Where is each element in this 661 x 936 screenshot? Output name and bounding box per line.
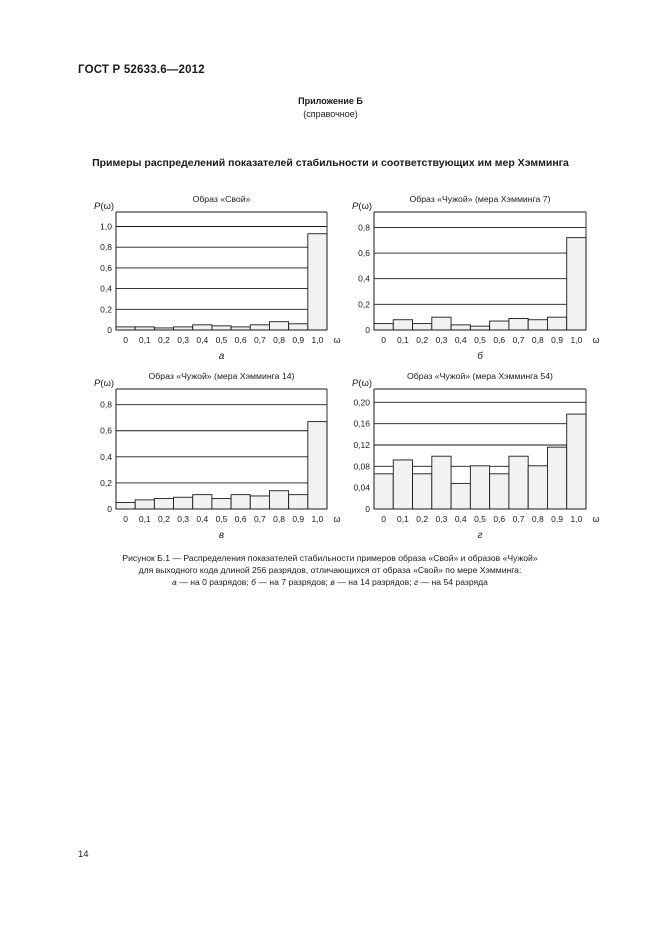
chart-3-xtick-label: 0,6 xyxy=(234,514,247,524)
chart-3-bar xyxy=(231,495,250,509)
chart-4-xtick-label: 0 xyxy=(381,514,387,524)
chart-2-bar xyxy=(509,318,528,330)
chart-4-xtick-label: 0,8 xyxy=(531,514,544,524)
chart-1-xtick-label: 0,7 xyxy=(253,335,266,345)
chart-4-ylabel: P(ω) xyxy=(352,378,373,389)
chart-3-ytick-label: 0,4 xyxy=(100,451,112,462)
chart-2-xtick-label: 0 xyxy=(381,335,387,345)
chart-3-bar xyxy=(250,496,269,509)
appendix-subtitle: (справочное) xyxy=(303,109,358,119)
chart-1-ytick-label: 0,4 xyxy=(100,283,112,294)
chart-4-bar xyxy=(547,447,566,509)
chart-1-bar xyxy=(308,234,327,330)
chart-4-xtick-label: 1,0 xyxy=(570,514,583,524)
caption-text-g: — на 54 разряда xyxy=(418,577,488,587)
caption-label-g: г xyxy=(413,577,419,587)
chart-3-ytick-label: 0,8 xyxy=(100,399,112,410)
chart-2-bar xyxy=(413,324,432,330)
chart-2-xtick-label: 0,6 xyxy=(493,335,506,345)
caption-text-a: — на 0 разрядов; xyxy=(176,577,252,587)
chart-4-xtick-label: 0,3 xyxy=(435,514,448,524)
chart-4-bar xyxy=(451,483,470,509)
chart-3-xtick-label: 1,0 xyxy=(311,514,324,524)
chart-2-bar xyxy=(490,321,509,330)
chart-2-panel-label: б xyxy=(477,351,483,362)
chart-3-xlabel: ω xyxy=(333,514,341,524)
chart-3-xtick-label: 0,8 xyxy=(273,514,285,524)
chart-3-xtick-label: 0,7 xyxy=(253,514,266,524)
chart-2-xtick-label: 0,9 xyxy=(551,335,564,345)
chart-3-bar xyxy=(308,422,327,509)
chart-2-ytick-label: 0 xyxy=(365,325,370,335)
chart-4-title: Образ «Чужой» (мера Хэмминга 54) xyxy=(407,371,553,381)
chart-4-ytick-label: 0,16 xyxy=(353,418,370,429)
chart-3-xtick-label: 0,2 xyxy=(158,514,170,524)
chart-2-xtick-label: 0,5 xyxy=(474,335,486,345)
chart-1-xtick-label: 0,3 xyxy=(177,335,190,345)
chart-1-xtick-label: 0,5 xyxy=(215,335,228,345)
chart-3-bar xyxy=(269,491,288,509)
caption-label-b: б xyxy=(251,577,256,587)
chart-4-bar xyxy=(393,460,412,509)
chart-4-xtick-label: 0,9 xyxy=(551,514,564,524)
chart-3-xtick-label: 0,9 xyxy=(292,514,305,524)
chart-1-xtick-label: 0,6 xyxy=(234,335,247,345)
page-number: 14 xyxy=(78,849,89,860)
chart-3-xtick-label: 0,5 xyxy=(215,514,228,524)
caption-text-b: — на 7 разрядов; xyxy=(256,577,331,587)
chart-4-ytick-label: 0,12 xyxy=(353,440,370,450)
chart-1-ytick-label: 0,8 xyxy=(100,242,112,253)
chart-1-xlabel: ω xyxy=(333,335,341,345)
chart-1-title: Образ «Свой» xyxy=(192,194,251,204)
chart-1-xtick-label: 1,0 xyxy=(311,335,324,345)
chart-2-bar xyxy=(432,317,451,330)
chart-4-ytick-label: 0,20 xyxy=(353,397,370,408)
chart-3-xtick-label: 0,3 xyxy=(177,514,190,524)
chart-2-xlabel: ω xyxy=(592,335,600,345)
chart-1-panel-label: а xyxy=(218,351,225,362)
chart-2-bar xyxy=(567,238,586,330)
chart-3-bar xyxy=(154,499,173,509)
chart-2-bar xyxy=(374,324,393,330)
chart-1-bar xyxy=(212,326,231,330)
chart-1-bar xyxy=(289,324,308,330)
chart-3-ytick-label: 0 xyxy=(107,504,112,514)
chart-4-bar xyxy=(374,474,393,509)
chart-1-xtick-label: 0,2 xyxy=(158,335,170,345)
chart-4-xtick-label: 0,7 xyxy=(512,514,525,524)
chart-4-xtick-label: 0,2 xyxy=(416,514,429,524)
chart-3-bar xyxy=(135,500,154,509)
chart-4-bar xyxy=(432,456,451,509)
chart-2-bar xyxy=(528,320,547,330)
chart-4-bar xyxy=(490,474,509,509)
chart-1-ytick-label: 1,0 xyxy=(100,221,112,232)
chart-3-panel-label: в xyxy=(218,530,225,541)
chart-2-xtick-label: 0,7 xyxy=(512,335,525,345)
caption-text-v: — на 14 разрядов; xyxy=(334,577,414,587)
chart-1-ytick-label: 0 xyxy=(107,325,112,335)
chart-3-xtick-label: 0,4 xyxy=(196,514,209,524)
chart-1-xtick-label: 0 xyxy=(123,335,128,345)
chart-1-xtick-label: 0,1 xyxy=(138,335,151,345)
chart-1-bar xyxy=(269,322,288,330)
chart-4-xtick-label: 0,6 xyxy=(493,514,506,524)
chart-1-xtick-label: 0,8 xyxy=(273,335,285,345)
chart-3-ylabel: P(ω) xyxy=(94,378,115,389)
chart-4-xlabel: ω xyxy=(592,514,600,524)
chart-2-xtick-label: 0,4 xyxy=(454,335,467,345)
chart-4-bar xyxy=(567,414,586,509)
chart-4-ytick-label: 0,08 xyxy=(353,461,370,472)
chart-1-ytick-label: 0,6 xyxy=(100,262,112,273)
chart-1-bar xyxy=(193,325,212,330)
chart-2-bar xyxy=(451,325,470,330)
chart-4-xtick-label: 0,4 xyxy=(454,514,467,524)
chart-1-xtick-label: 0,4 xyxy=(196,335,209,345)
chart-4-xtick-label: 0,5 xyxy=(474,514,486,524)
chart-4-ytick-label: 0,04 xyxy=(353,482,370,493)
section-title: Примеры распределений показателей стабильности и соответствующих им мер Хэмминга xyxy=(92,157,569,169)
chart-2-ytick-label: 0,6 xyxy=(358,248,370,259)
chart-3-ytick-label: 0,6 xyxy=(100,425,112,436)
chart-3-bar xyxy=(174,497,193,509)
chart-1-ylabel: P(ω) xyxy=(94,201,115,212)
chart-2-xtick-label: 0,8 xyxy=(531,335,544,345)
chart-2-ytick-label: 0,2 xyxy=(358,299,370,310)
appendix-title: Приложение Б xyxy=(298,96,363,106)
caption-line-1: Рисунок Б.1 — Распределения показателей стабильности примеров образа «Свой» и образов «Чужой» xyxy=(122,553,538,563)
caption-line-2: для выходного кода длиной 256 разрядов, отличающихся от образа «Свой» по мере Хэмминга: xyxy=(138,565,522,575)
chart-2-xtick-label: 0,3 xyxy=(435,335,448,345)
chart-1-bar xyxy=(250,325,269,330)
chart-4-panel-label: г xyxy=(477,530,483,541)
chart-3-bar xyxy=(116,502,135,509)
chart-2-title: Образ «Чужой» (мера Хэмминга 7) xyxy=(409,194,551,204)
chart-4-bar xyxy=(528,466,547,509)
caption-label-v: в xyxy=(330,577,335,587)
chart-3-title: Образ «Чужой» (мера Хэмминга 14) xyxy=(148,371,295,381)
chart-4-ytick-label: 0 xyxy=(365,504,370,514)
chart-2-xtick-label: 0,1 xyxy=(396,335,409,345)
chart-3-bar xyxy=(289,495,308,509)
caption-label-a: а xyxy=(172,577,177,587)
chart-1-xtick-label: 0,9 xyxy=(292,335,305,345)
chart-4-bar xyxy=(509,456,528,509)
figure-caption xyxy=(60,552,600,588)
chart-2-bar xyxy=(470,326,489,330)
chart-4-bar xyxy=(413,474,432,509)
document-header: ГОСТ Р 52633.6—2012 xyxy=(78,64,205,76)
chart-4-xtick-label: 0,1 xyxy=(396,514,409,524)
chart-2-bar xyxy=(547,317,566,330)
chart-2-xtick-label: 1,0 xyxy=(570,335,583,345)
chart-3-bar xyxy=(212,499,231,509)
chart-3-xtick-label: 0,1 xyxy=(138,514,151,524)
chart-2-bar xyxy=(393,320,412,330)
caption-line-3 xyxy=(60,576,600,588)
chart-2-ytick-label: 0,4 xyxy=(358,273,370,284)
chart-4-bar xyxy=(470,466,489,509)
chart-3-bar xyxy=(193,495,212,509)
chart-3-xtick-label: 0 xyxy=(123,514,128,524)
chart-2-ylabel: P(ω) xyxy=(352,201,373,212)
chart-3-ytick-label: 0,2 xyxy=(100,477,112,488)
chart-2-xtick-label: 0,2 xyxy=(416,335,429,345)
chart-2-ytick-label: 0,8 xyxy=(358,222,370,233)
chart-1-ytick-label: 0,2 xyxy=(100,304,112,315)
